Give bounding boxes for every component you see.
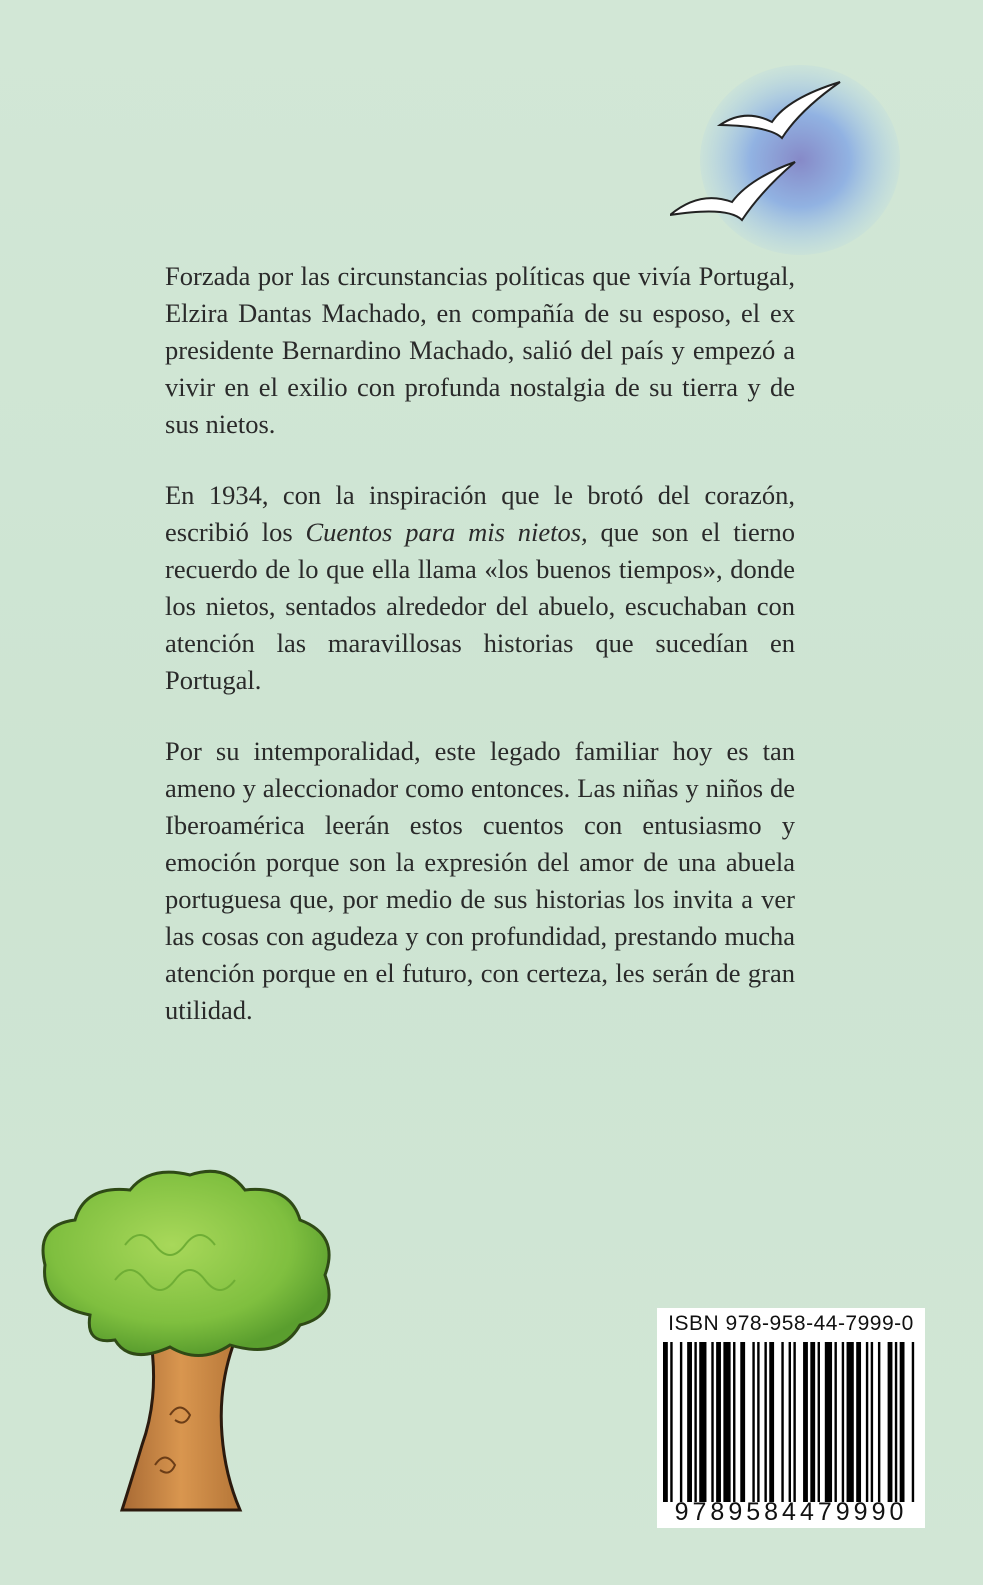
barcode-bar — [810, 1342, 815, 1502]
barcode-bar — [733, 1342, 735, 1502]
barcode-bar — [711, 1342, 713, 1502]
barcode-bar — [866, 1342, 868, 1502]
barcode-bar — [699, 1342, 706, 1502]
barcode-bar — [716, 1342, 721, 1502]
barcode-bar — [818, 1342, 820, 1502]
barcode-bar — [663, 1342, 668, 1502]
paragraph-3: Por su intemporalidad, este legado familiar hoy es tan ameno y aleccionador como entonces. Las niñas y niños de Iberoamérica leerán estos cuentos con entusiasmo y emoción porque son la expresión del amor de una abuela portuguesa que, por medio de sus historias los invita a ver las cosas con agudeza y con profundidad, prestando mucha atención porque en el futuro, con certeza, les serán de gran utilidad. — [165, 736, 795, 1025]
paragraph-2-after-title: que son — [600, 517, 689, 547]
barcode-bar — [781, 1342, 783, 1502]
barcode-bar — [895, 1342, 897, 1502]
tree-crown — [43, 1171, 329, 1355]
barcode-bar — [757, 1342, 759, 1502]
barcode-bar — [670, 1342, 672, 1502]
paragraph-2 — [165, 477, 795, 699]
barcode — [663, 1342, 919, 1502]
barcode-bar — [871, 1342, 873, 1502]
isbn-label: ISBN 978-958-44-7999-0 — [668, 1312, 914, 1335]
paragraph-2-rest: el tierno recuerdo de lo que ella llama «los buenos tiempos», donde los nietos, sentados alrededor del abuelo, escuchaban con atención las maravillosas historias que sucedían en Portugal. — [165, 517, 796, 695]
barcode-bar — [793, 1342, 795, 1502]
barcode-bar — [912, 1342, 914, 1502]
barcode-bar — [680, 1342, 682, 1502]
paragraph-2-intro: En 1934, con la inspiración que le brotó del corazón, escribió los — [165, 480, 795, 547]
barcode-bar — [888, 1342, 893, 1502]
tree-illustration — [30, 1165, 360, 1515]
barcode-bar — [878, 1342, 880, 1502]
barcode-bar — [856, 1342, 861, 1502]
barcode-bar — [740, 1342, 745, 1502]
barcode-bar — [769, 1342, 774, 1502]
barcode-bar — [803, 1342, 808, 1502]
barcode-bar — [847, 1342, 854, 1502]
barcode-bar — [834, 1342, 836, 1502]
barcode-bar — [752, 1342, 754, 1502]
barcode-bar — [694, 1342, 696, 1502]
sky-watercolor-blob — [700, 65, 900, 255]
book-title: Cuentos para mis nietos, — [305, 517, 588, 547]
synopsis-text — [165, 258, 795, 1063]
isbn-digits: 9789584479990 — [674, 1498, 908, 1526]
barcode-bar — [842, 1342, 844, 1502]
barcode-box — [657, 1308, 925, 1528]
barcode-bar — [825, 1342, 832, 1502]
barcode-bar — [764, 1342, 766, 1502]
barcode-bar — [723, 1342, 730, 1502]
barcode-bar — [789, 1342, 791, 1502]
paragraph-1: Forzada por las circunstancias políticas que vivía Portugal, Elzira Dantas Machado, en compañía de su esposo, el ex presidente Bernardino Machado, salió del país y empezó a vivir en el exilio con profunda nostalgia de su tierra y de sus nietos. — [165, 261, 795, 439]
birds-illustration — [670, 50, 900, 290]
barcode-bar — [687, 1342, 692, 1502]
barcode-bar — [900, 1342, 905, 1502]
